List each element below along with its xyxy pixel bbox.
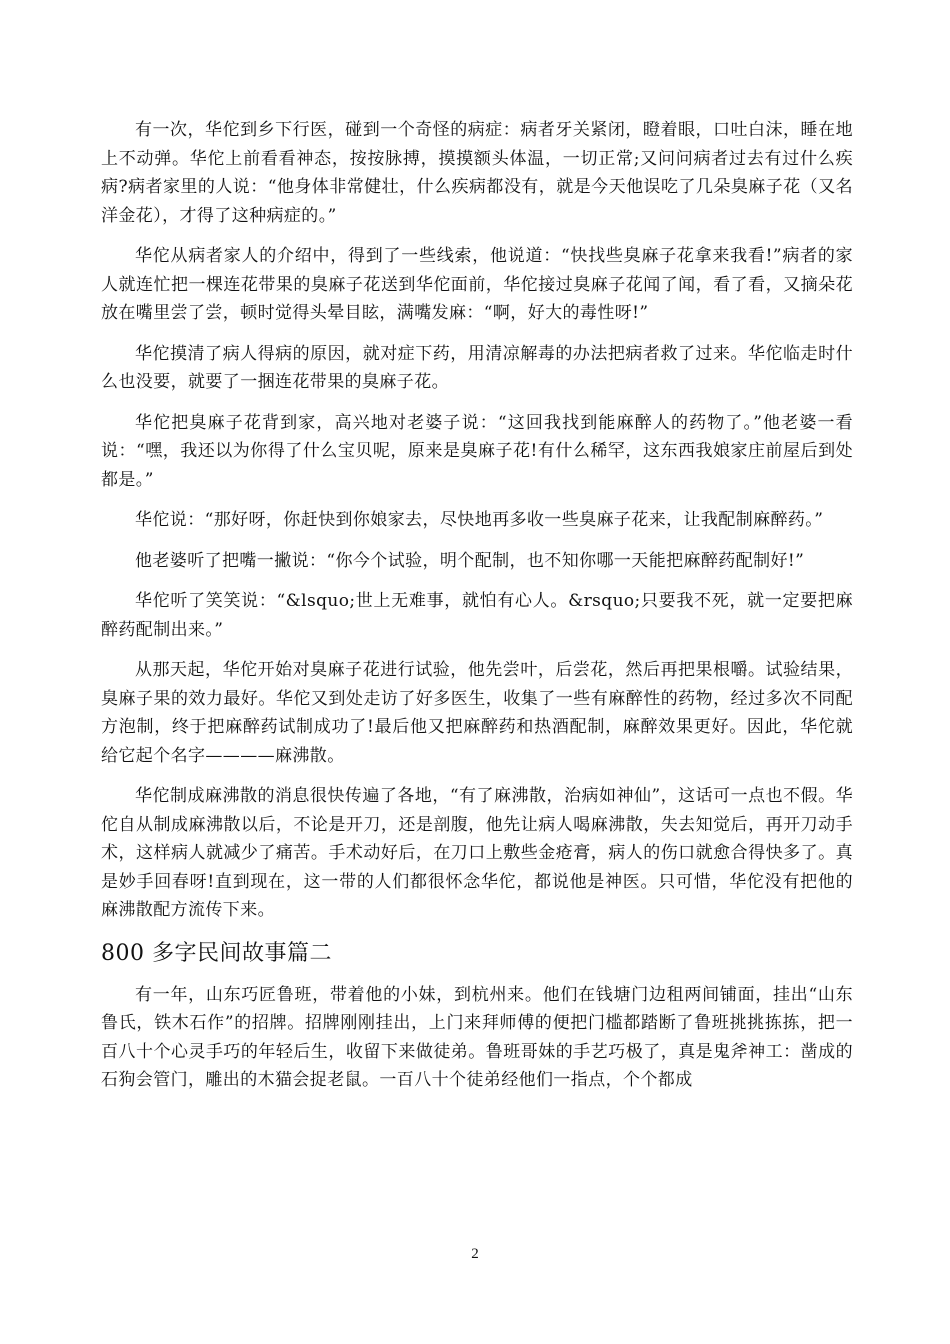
- paragraph: 他老婆听了把嘴一撇说：“你今个试验，明个配制，也不知你哪一天能把麻醉药配制好!”: [135, 550, 805, 571]
- page-number: 2: [471, 1246, 479, 1262]
- paragraph: 华佗从病者家人的介绍中，得到了一些线索，他说道：“快找些臭麻子花拿来我看!”病者的家人就连忙把一棵连花带果的臭麻子花送到华佗面前，华佗接过臭麻子花闻了闻，看了看，又摘朵花放在嘴里尝了尝，顿时觉得头晕目眩，满嘴发麻：“啊，好大的毒性呀!”: [101, 246, 853, 323]
- paragraph: 华佗听了笑笑说：“&lsquo;世上无难事，就怕有心人。&rsquo;只要我不死，就一定要把麻醉药配制出来。”: [101, 591, 853, 640]
- document-body: [101, 116, 853, 1107]
- paragraph: 有一年，山东巧匠鲁班，带着他的小妹，到杭州来。他们在钱塘门边租两间铺面，挂出“山东鲁氏，铁木石作”的招牌。招牌刚刚挂出，上门来拜师傅的便把门槛都踏断了鲁班挑挑拣拣，把一百八十个心灵手巧的年轻后生，收留下来做徒弟。鲁班哥妹的手艺巧极了，真是鬼斧神工：凿成的石狗会管门，雕出的木猫会捉老鼠。一百八十个徒弟经他们一指点，个个都成: [101, 984, 853, 1090]
- paragraph: 华佗摸清了病人得病的原因，就对症下药，用清凉解毒的办法把病者救了过来。华佗临走时什么也没要，就要了一捆连花带果的臭麻子花。: [101, 343, 853, 392]
- paragraph: 华佗说：“那好呀，你赶快到你娘家去，尽快地再多收一些臭麻子花来，让我配制麻醉药。”: [135, 510, 824, 530]
- paragraph: 华佗把臭麻子花背到家，高兴地对老婆子说：“这回我找到能麻醉人的药物了。”他老婆一看说：“嘿，我还以为你得了什么宝贝呢，原来是臭麻子花!有什么稀罕，这东西我娘家庄前屋后到处都是。”: [101, 412, 853, 490]
- paragraph: 从那天起，华佗开始对臭麻子花进行试验，他先尝叶，后尝花，然后再把果根嚼。试验结果，臭麻子果的效力最好。华佗又到处走访了好多医生，收集了一些有麻醉性的药物，经过多次不同配方泡制，终于把麻醉药试制成功了!最后他又把麻醉药和热酒配制，麻醉效果更好。因此，华佗就给它起个名字————麻沸散。: [101, 660, 853, 766]
- section-title: 800 多字民间故事篇二: [101, 940, 332, 966]
- paragraph: 有一次，华佗到乡下行医，碰到一个奇怪的病症：病者牙关紧闭，瞪着眼，口吐白沫，睡在地上不动弹。华佗上前看看神态，按按脉搏，摸摸额头体温，一切正常;又问问病者过去有过什么疾病?病者家里的人说：“他身体非常健壮，什么疾病都没有，就是今天他误吃了几朵臭麻子花（又名洋金花），才得了这种病症的。”: [101, 120, 853, 226]
- paragraph: 华佗制成麻沸散的消息很快传遍了各地，“有了麻沸散，治病如神仙”，这话可一点也不假。华佗自从制成麻沸散以后，不论是开刀，还是剖腹，他先让病人喝麻沸散，失去知觉后，再开刀动手术，这样病人就减少了痛苦。手术动好后，在刀口上敷些金疮膏，病人的伤口就愈合得快多了。真是妙手回春呀!直到现在，这一带的人们都很怀念华佗，都说他是神医。只可惜，华佗没有把他的麻沸散配方流传下来。: [101, 786, 853, 920]
